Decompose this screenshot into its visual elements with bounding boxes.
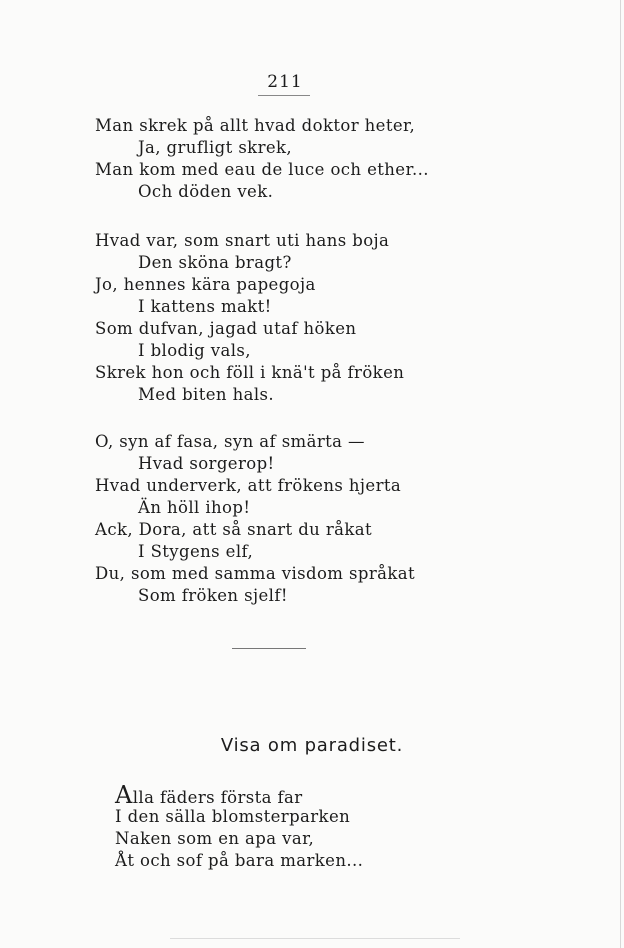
poem-line: Som dufvan, jagad utaf höken	[95, 319, 357, 338]
section-title: Visa om paradiset.	[220, 735, 404, 756]
poem-line: I blodig vals,	[138, 341, 251, 360]
poem-line: Och döden vek.	[138, 182, 274, 201]
poem-line: Man skrek på allt hvad doktor heter,	[95, 116, 416, 135]
page-number: 211	[267, 72, 303, 92]
drop-cap: A	[115, 781, 133, 809]
poem-line: Ja, grufligt skrek,	[138, 138, 293, 157]
section-divider	[232, 648, 306, 649]
poem-line: I Stygens elf,	[138, 542, 254, 561]
poem-line: Hvad sorgerop!	[138, 454, 275, 473]
poem-line: Som fröken sjelf!	[138, 586, 288, 605]
poem-line: Du, som med samma visdom språkat	[95, 564, 416, 583]
poem-line: Med biten hals.	[138, 385, 275, 404]
poem-line: Än höll ihop!	[138, 498, 251, 517]
poem-line: I kattens makt!	[138, 297, 272, 316]
poem-line: Hvad var, som snart uti hans boja	[95, 231, 390, 250]
page-number-underline	[258, 95, 310, 96]
poem-line: Jo, hennes kära papegoja	[95, 275, 316, 294]
poem-line: O, syn af fasa, syn af smärta —	[95, 432, 365, 451]
poem-line: Den sköna bragt?	[138, 253, 292, 272]
poem-line: Hvad underverk, att frökens hjerta	[95, 476, 402, 495]
poem-line: I den sälla blomsterparken	[115, 807, 351, 826]
poem-line: Skrek hon och föll i knä't på fröken	[95, 363, 405, 382]
page-bottom-edge	[170, 938, 460, 939]
poem-line: Naken som en apa var,	[115, 829, 315, 848]
page-edge	[620, 0, 621, 948]
poem-line: Åt och sof på bara marken...	[115, 851, 364, 870]
poem-line-text: lla fäders första far	[132, 788, 303, 807]
poem-line: Ack, Dora, att så snart du råkat	[95, 520, 373, 539]
poem-line	[115, 781, 303, 809]
poem-line: Man kom med eau de luce och ether...	[95, 160, 429, 179]
